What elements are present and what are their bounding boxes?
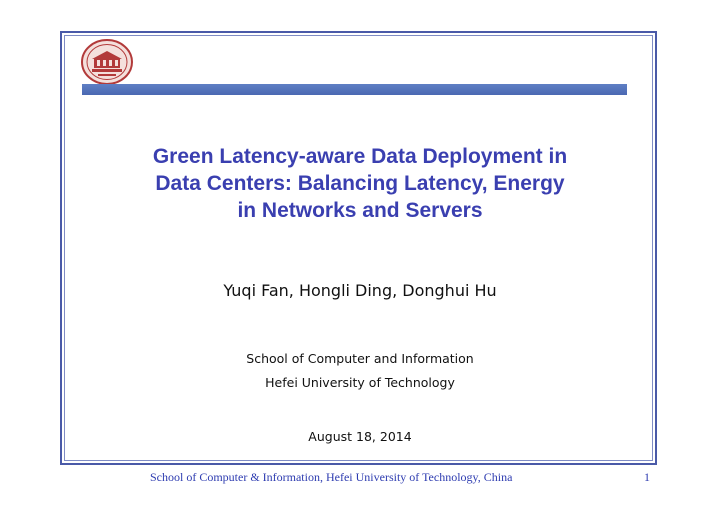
title-line: Green Latency-aware Data Deployment in xyxy=(152,145,568,168)
title-line: Data Centers: Balancing Latency, Energy xyxy=(155,172,565,195)
slide-title xyxy=(100,143,620,224)
presentation-date: August 18, 2014 xyxy=(308,429,412,444)
page-number: 1 xyxy=(644,470,650,484)
title-line: in Networks and Servers xyxy=(237,199,483,222)
university-seal-icon xyxy=(80,38,134,86)
footer-text: School of Computer & Information, Hefei University of Technology, China xyxy=(150,470,513,484)
affiliation-line: School of Computer and Information xyxy=(246,351,474,366)
affiliation-line: Hefei University of Technology xyxy=(265,375,455,390)
slide-frame-inner xyxy=(64,35,653,461)
header-bar xyxy=(82,84,627,95)
authors: Yuqi Fan, Hongli Ding, Donghui Hu xyxy=(223,281,497,300)
